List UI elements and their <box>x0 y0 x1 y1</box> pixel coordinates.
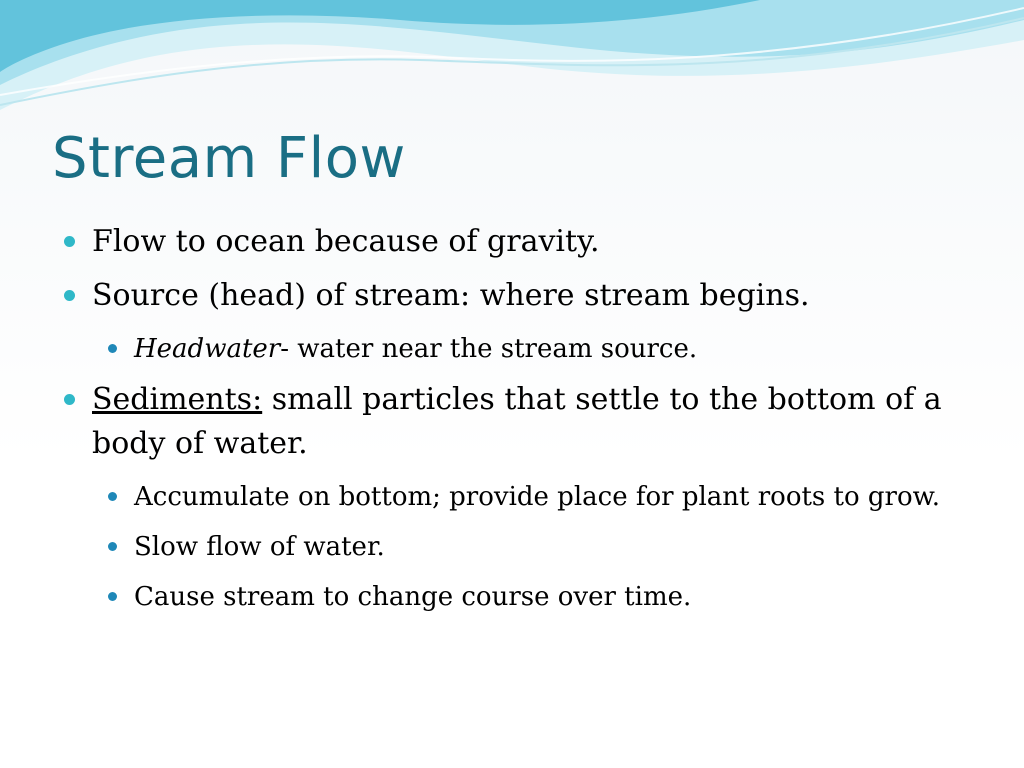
slide-title: Stream Flow <box>52 126 406 191</box>
wave-decoration <box>0 0 1024 130</box>
sub-bullet-item <box>64 328 964 370</box>
sub-bullet-text: Slow flow of water. <box>134 532 385 562</box>
bullet-item <box>64 274 964 318</box>
sub-bullet-text: Cause stream to change course over time. <box>134 582 692 612</box>
term-sediments: Sediments: <box>92 382 263 417</box>
bullet-item <box>64 220 964 264</box>
sub-bullet-item <box>64 476 964 518</box>
bullet-item <box>64 378 964 466</box>
bullet-list <box>64 220 964 626</box>
sub-bullet-text: Accumulate on bottom; provide place for plant roots to grow. <box>134 482 941 512</box>
bullet-dot-icon <box>64 236 75 247</box>
bullet-dot-icon <box>64 290 75 301</box>
sub-bullet-dot-icon <box>108 492 117 501</box>
sub-bullet-item <box>64 526 964 568</box>
sub-bullet-dot-icon <box>108 542 117 551</box>
bullet-text: small particles that settle to the bottom of a body of water. <box>92 382 942 461</box>
bullet-text: Source (head) of stream: where stream begins. <box>92 278 810 313</box>
sub-bullet-dot-icon <box>108 592 117 601</box>
bullet-dot-icon <box>64 394 75 405</box>
sub-bullet-dot-icon <box>108 344 117 353</box>
bullet-text: Flow to ocean because of gravity. <box>92 224 600 259</box>
term-headwater: Headwater <box>134 334 281 364</box>
sub-bullet-item <box>64 576 964 618</box>
sub-bullet-text: - water near the stream source. <box>280 334 698 364</box>
